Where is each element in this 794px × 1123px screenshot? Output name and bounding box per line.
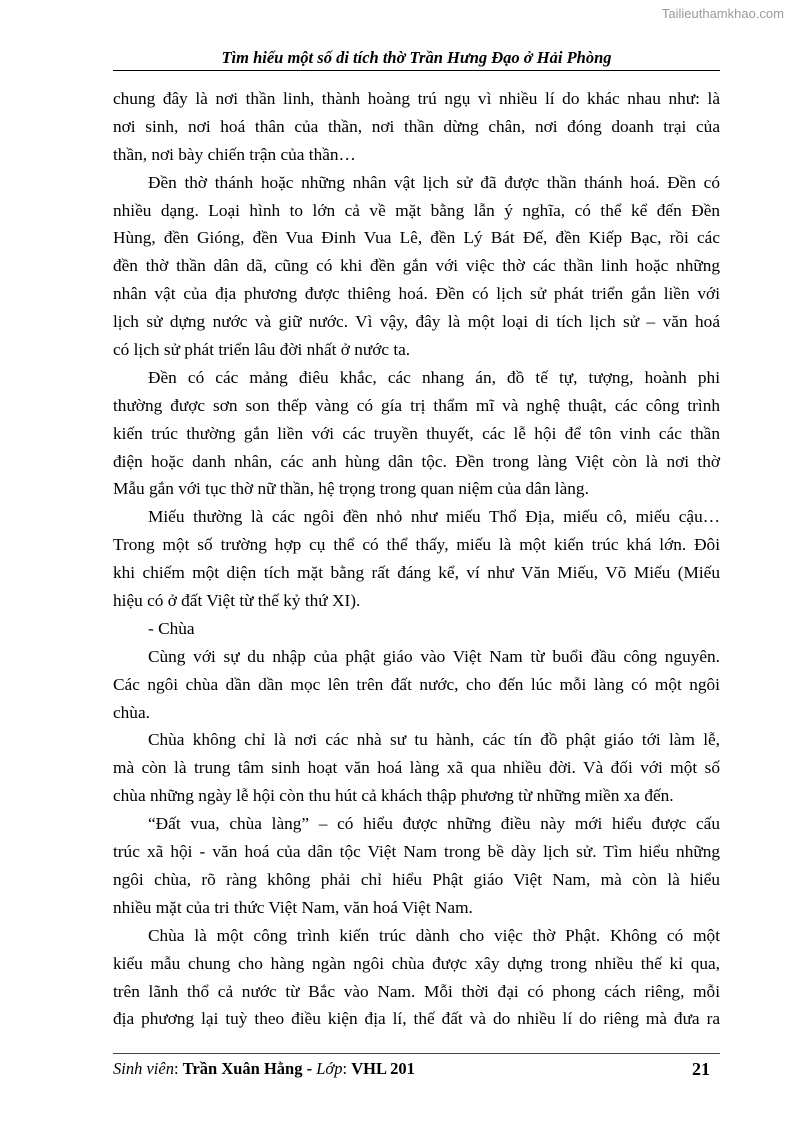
text-line: thần, nơi bày chiến trận của thần… [113,144,356,164]
page-footer [113,1059,710,1080]
footer-author: Sinh viên: Trần Xuân Hằng - Lớp: VHL 201 [113,1059,415,1078]
text-line: “Đất vua, chùa làng” – có hiểu được những điều này mới hiểu được cấu [148,814,720,834]
page-number: 21 [692,1059,710,1079]
watermark: Tailieuthamkhao.com [661,6,784,21]
text-line: Đền thờ thánh hoặc những nhân vật lịch sử đã được thần thánh hoá. Đền có [148,172,720,192]
text-line: địa phương lại tuỳ theo điều kiện địa lí, thế đất và do nhiều lí do riêng mà đưa ra [113,1009,720,1029]
text-line: - Chùa [148,618,195,638]
text-line: Miếu thường là các ngôi đền nhỏ như miếu Thổ Địa, miếu cô, miếu cậu… [148,507,720,527]
text-line: Đền có các mảng điêu khắc, các nhang án, đồ tế tự, tượng, hoành phi [148,367,720,387]
paragraph [113,85,720,169]
footer-separator: - [302,1059,317,1078]
document-body [113,85,720,1033]
text-line: thường được sơn son thếp vàng có gía trị thẩm mĩ và nghệ thuật, các công trình [113,395,720,415]
paragraph [113,726,720,810]
paragraph [113,922,720,1034]
running-header-title: Tìm hiểu một số di tích thờ Trần Hưng Đạo ở Hải Phòng [221,48,612,67]
text-line: đền thờ thần dân dã, cũng có khi đền gắn với việc thờ các thần linh hoặc những [113,256,720,276]
paragraph [113,364,720,503]
text-line: điện hoặc danh nhân, các anh hùng dân tộc. Đền trong làng Việt còn là nơi thờ [113,451,720,471]
text-line: kiểu mẫu chung cho hàng ngàn ngôi chùa được xây dựng trong nhiều thế kỉ qua, [113,953,720,973]
student-label: Sinh viên [113,1059,174,1078]
text-line: trên lãnh thổ cả nước từ Bắc vào Nam. Mỗi thời đại có phong cách riêng, mỗi [113,981,720,1001]
text-line: hiệu có ở đất Việt từ thế kỷ thứ XI). [113,591,361,611]
class-name: VHL 201 [351,1059,415,1078]
text-line: Chùa là một công trình kiến trúc dành cho việc thờ Phật. Không có một [148,925,720,945]
class-label: Lớp [316,1059,343,1078]
paragraph [113,810,720,922]
text-line: Hùng, đền Gióng, đền Vua Đinh Vua Lê, đền Lý Bát Đế, đền Kiếp Bạc, rồi các [113,228,720,248]
header-divider [113,70,720,71]
text-line: khi chiếm một diện tích mặt bằng rất đáng kể, ví như Văn Miếu, Võ Miếu (Miếu [113,563,720,583]
paragraph [113,643,720,727]
footer-divider [113,1053,720,1054]
text-line: Chùa không chỉ là nơi các nhà sư tu hành, các tín đồ phật giáo tới làm lễ, [148,730,720,750]
text-line: Cùng với sự du nhập của phật giáo vào Việt Nam từ buổi đầu công nguyên. [148,646,720,666]
text-line: Các ngôi chùa dần dần mọc lên trên đất nước, cho đến lúc mỗi làng có một ngôi [113,674,720,694]
paragraph [113,169,720,364]
text-line: nơi sinh, nơi hoá thân của thần, nơi thần dừng chân, nơi đóng doanh trại của [113,116,720,136]
text-line: Trong một số trường hợp cụ thể có thể thấy, miếu là một kiến trúc khá lớn. Đôi [113,535,720,555]
text-line: chùa. [113,702,150,722]
text-line: nhiều mặt của tri thức Việt Nam, văn hoá Việt Nam. [113,897,473,917]
paragraph [113,503,720,615]
text-line: chung đây là nơi thần linh, thành hoàng trú ngụ vì nhiều lí do khác nhau như: là [113,89,720,108]
bullet-heading [113,615,720,643]
text-line: kiến trúc thường gắn liền với các truyền thuyết, các lễ hội để tôn vinh các thần [113,423,720,443]
student-name: Trần Xuân Hằng [182,1059,303,1078]
text-line: mà còn là trung tâm sinh hoạt văn hoá làng xã qua nhiều đời. Và đối với một số [113,758,720,778]
text-line: nhiều dạng. Loại hình to lớn cả về mặt bằng lẫn ý nghĩa, có thể kể đến Đền [113,200,720,220]
text-line: Mẫu gắn với tục thờ nữ thần, hệ trọng trong quan niệm của dân làng. [113,479,589,499]
text-line: chùa những ngày lễ hội còn thu hút cả khách thập phương từ những miền xa đến. [113,786,674,806]
text-line: ngôi chùa, rõ ràng không phải chỉ hiểu Phật giáo Việt Nam, mà còn là hiểu [113,869,720,889]
text-line: nhân vật của địa phương được thiêng hoá. Đền có lịch sử phát triển gắn liền với [113,284,720,304]
text-line: có lịch sử phát triển lâu đời nhất ở nước ta. [113,340,411,360]
text-line: lịch sử dựng nước và giữ nước. Vì vậy, đây là một loại di tích lịch sử – văn hoá [113,312,720,332]
text-line: trúc xã hội - văn hoá của dân tộc Việt Nam trong bề dày lịch sử. Tìm hiểu những [113,842,720,862]
